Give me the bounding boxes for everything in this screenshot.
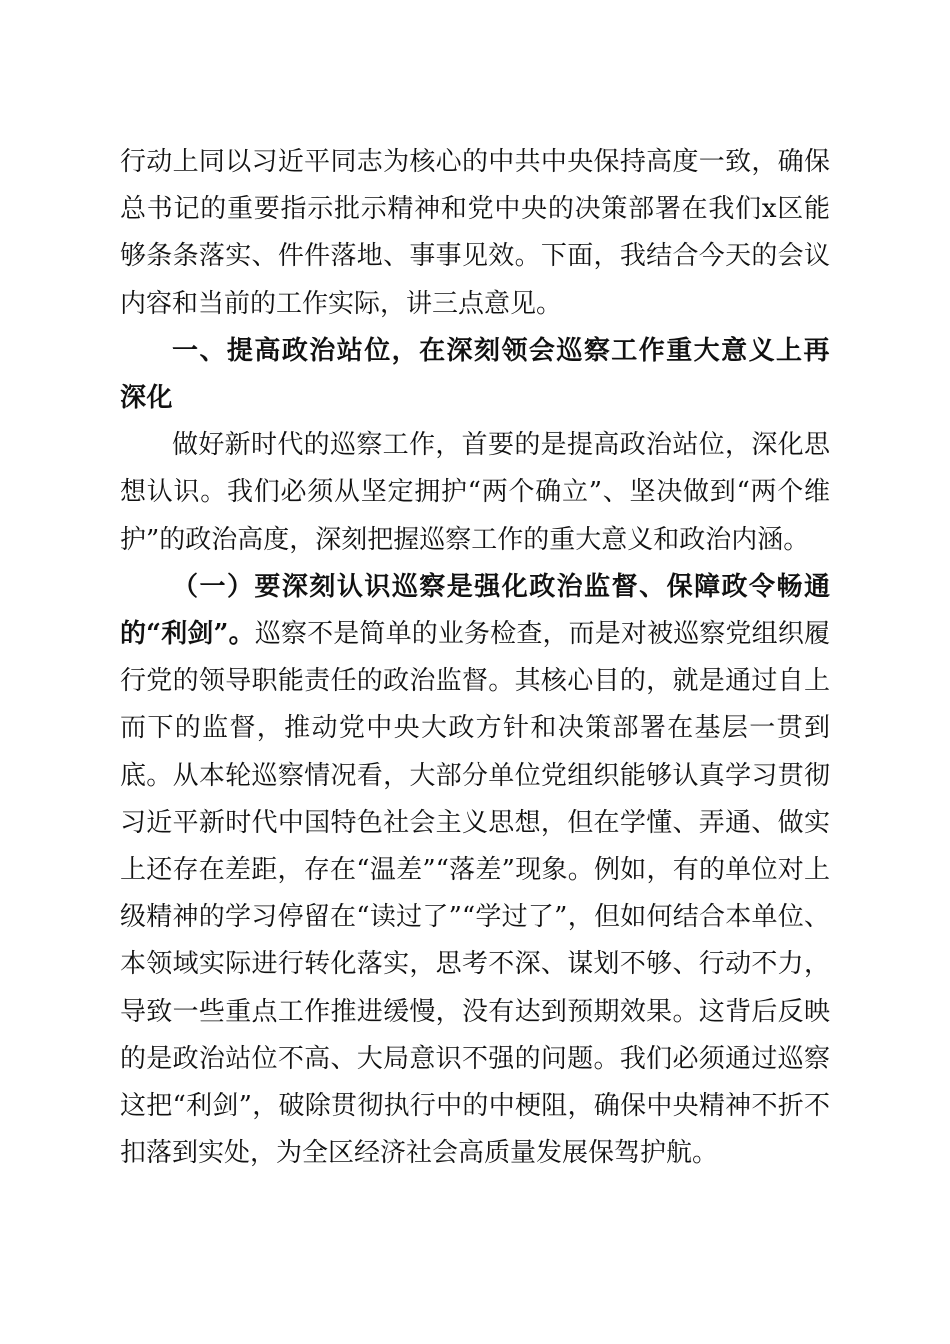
paragraph-subsection-1 (120, 564, 830, 1178)
paragraph-intro: 行动上同以习近平同志为核心的中共中央保持高度一致，确保总书记的重要指示批示精神和党中央的决策部署在我们x区能够条条落实、件件落地、事事见效。下面，我结合今天的会议内容和当前的工作实际，讲三点意见。 (120, 147, 830, 319)
subsection-1-heading: （一）要深刻认识巡察是强化政治监督、保障政令畅通的“利剑”。 (120, 571, 830, 650)
document-body (120, 139, 830, 1177)
paragraph-section-1-intro: 做好新时代的巡察工作，首要的是提高政治站位，深化思想认识。我们必须从坚定拥护“两个确立”、坚决做到“两个维护”的政治高度，深刻把握巡察工作的重大意义和政治内涵。 (120, 430, 830, 555)
section-heading-1: 一、提高政治站位，在深刻领会巡察工作重大意义上再深化 (120, 335, 830, 414)
subsection-1-body: 巡察不是简单的业务检查，而是对被巡察党组织履行党的领导职能责任的政治监督。其核心目的，就是通过自上而下的监督，推动党中央大政方针和决策部署在基层一贯到底。从本轮巡察情况看，大部分单位党组织能够认真学习贯彻习近平新时代中国特色社会主义思想，但在学懂、弄通、做实上还存在差距，存在“温差”“落差”现象。例如，有的单位对上级精神的学习停留在“读过了”“学过了”，但如何结合本单位、本领域实际进行转化落实，思考不深、谋划不够、行动不力，导致一些重点工作推进缓慢，没有达到预期效果。这背后反映的是政治站位不高、大局意识不强的问题。我们必须通过巡察这把“利剑”，破除贯彻执行中的中梗阻，确保中央精神不折不扣落到实处，为全区经济社会高质量发展保驾护航。 (120, 619, 830, 1169)
